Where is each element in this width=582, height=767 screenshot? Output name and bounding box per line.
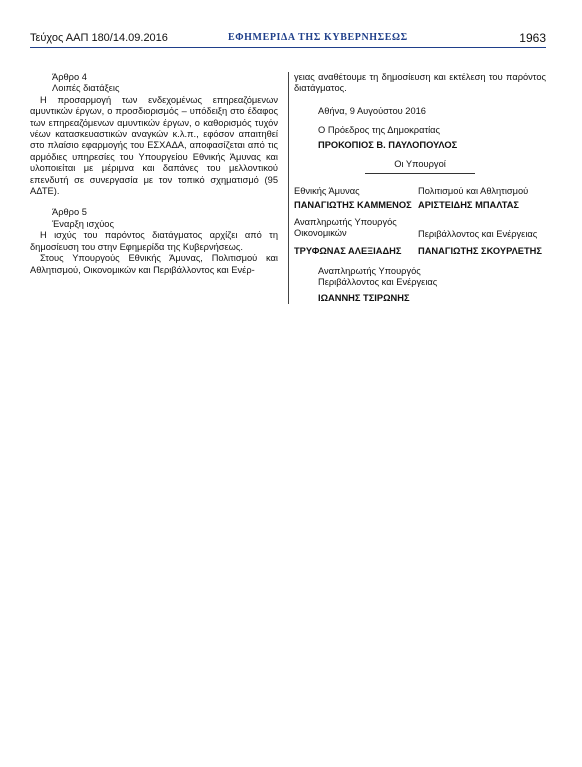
culture-role: Πολιτισμού και Αθλητισμού [418, 186, 529, 196]
ministers-rule [365, 173, 475, 174]
environment-role: Περιβάλλοντος και Ενέργειας [418, 229, 538, 239]
article5-title: Έναρξη ισχύος [52, 218, 114, 229]
environment-signature [418, 229, 542, 258]
culture-signature [418, 186, 528, 212]
column-divider [288, 72, 289, 304]
right-column [294, 72, 546, 174]
issue-reference: Τεύχος ΑΑΠ 180/14.09.2016 [30, 32, 168, 44]
article4-text: Η προσαρμογή των ενδεχομένως επηρεαζόμενων αμυντικών έργων, ο προσδιορισμός – υπόδειξη στο έδαφος των επηρεαζόμενων αμυντικών έργων, ο καθορισμός τυχόν νέων κατασκευαστικών αναγκών κ.λ.π., εφόσον απαιτηθεί στο πλαίσιο εφαρμογής του ΕΣΧΑΔΑ, αποφασίζεται από τις αρμόδιες υπηρεσίες του Υπουργείου Εθνικής Άμυνας και υλοποιείται με μέριμνα και δαπάνες του μελλοντικού επενδυτή σε συνεργασία με τον τοπικό σχηματισμό (95 ΑΔΤΕ). [30, 94, 278, 197]
page-number: 1963 [519, 31, 546, 45]
closing-text-end: γειας αναθέτουμε τη δημοσίευση και εκτέλεση του παρόντος διατάγματος. [294, 72, 546, 94]
article5-number: Άρθρο 5 [52, 207, 87, 218]
culture-name: ΑΡΙΣΤΕΙΔΗΣ ΜΠΑΛΤΑΣ [418, 200, 519, 211]
defence-role: Εθνικής Άμυνας [294, 186, 360, 196]
president-name: ΠΡΟΚΟΠΙΟΣ Β. ΠΑΥΛΟΠΟΥΛΟΣ [318, 139, 458, 150]
article5-text: Η ισχύς του παρόντος διατάγματος αρχίζει από τη δημοσίευση του στην Εφημερίδα της Κυβερνήσεως. [30, 230, 278, 252]
finance-signature [294, 217, 401, 257]
ministers-title: Οι Υπουργοί [394, 159, 446, 170]
finance-role-line1: Αναπληρωτής Υπουργός [294, 217, 397, 227]
left-column [30, 72, 278, 276]
page-header [30, 31, 546, 47]
finance-role-line2: Οικονομικών [294, 228, 347, 239]
president-role: Ο Πρόεδρος της Δημοκρατίας [318, 125, 441, 136]
alt-environment-signature [318, 266, 437, 304]
place-date: Αθήνα, 9 Αυγούστου 2016 [318, 105, 426, 116]
header-rule [30, 47, 546, 48]
defence-name: ΠΑΝΑΓΙΩΤΗΣ ΚΑΜΜΕΝΟΣ [294, 200, 412, 211]
gazette-title: ΕΦΗΜΕΡΙΔΑ ΤΗΣ ΚΥΒΕΡΝΗΣΕΩΣ [228, 32, 408, 43]
alt-environment-role-line2: Περιβάλλοντος και Ενέργειας [318, 277, 438, 288]
defence-signature [294, 186, 412, 212]
closing-text-start: Στους Υπουργούς Εθνικής Άμυνας, Πολιτισμού και Αθλητισμού, Οικονομικών και Περιβάλλοντος και Ενέρ- [30, 253, 278, 275]
alt-environment-role-line1: Αναπληρωτής Υπουργός [318, 266, 421, 276]
finance-name: ΤΡΥΦΩΝΑΣ ΑΛΕΞΙΑΔΗΣ [294, 245, 402, 256]
environment-name: ΠΑΝΑΓΙΩΤΗΣ ΣΚΟΥΡΛΕΤΗΣ [418, 246, 542, 257]
article4-title: Λοιπές διατάξεις [52, 83, 120, 94]
article4-number: Άρθρο 4 [52, 72, 87, 82]
alt-environment-name: ΙΩΑΝΝΗΣ ΤΣΙΡΩΝΗΣ [318, 292, 410, 303]
